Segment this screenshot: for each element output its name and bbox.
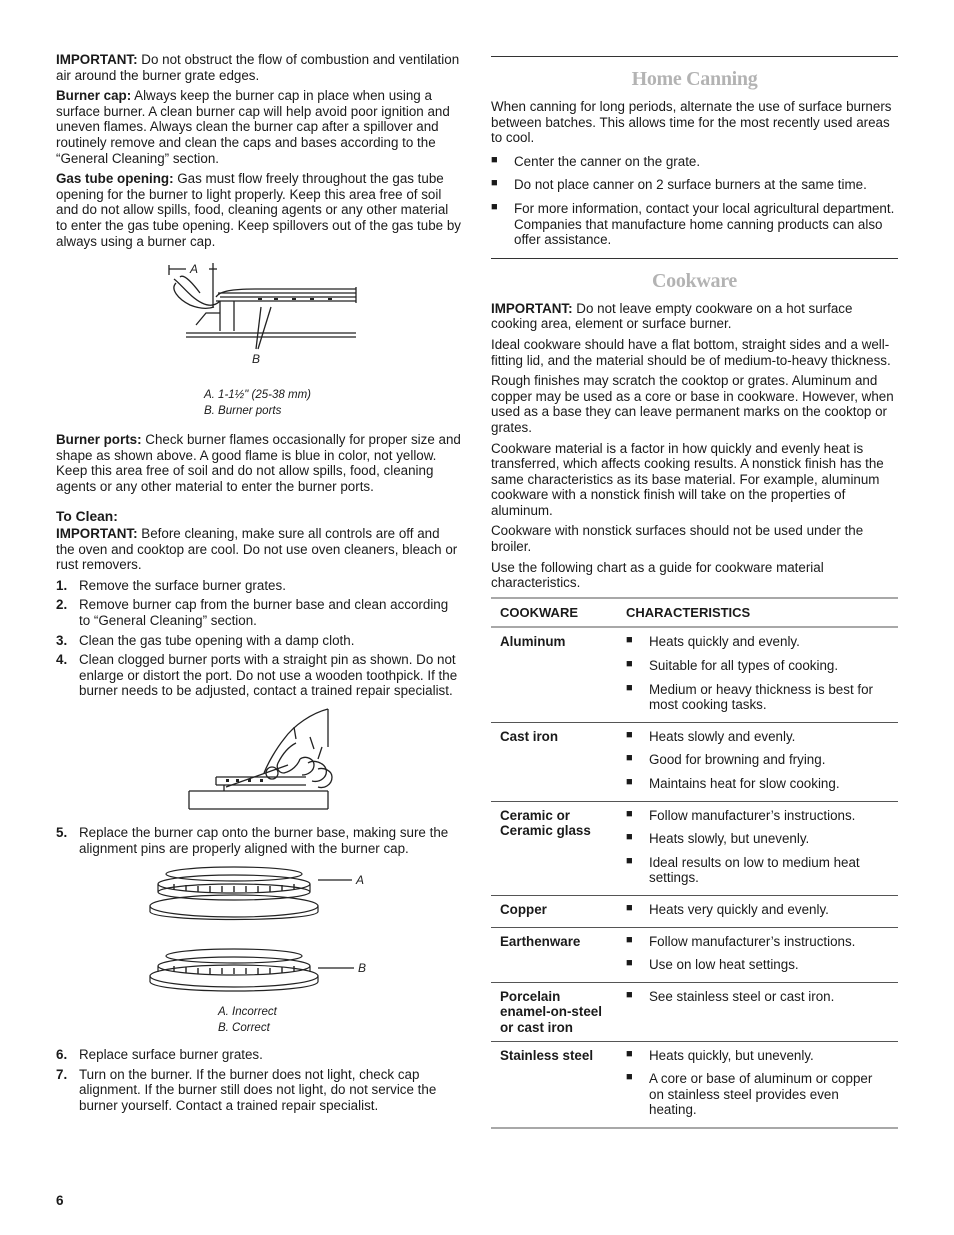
list-item: ■ Follow manufacturer’s instructions. [626, 934, 889, 950]
page-number: 6 [56, 1193, 64, 1208]
step-item: 6. Replace surface burner grates. [56, 1047, 263, 1063]
step-item: 3. Clean the gas tube opening with a damp cloth. [56, 632, 355, 648]
pin-cleaning-figure [56, 707, 461, 825]
home-canning-title: Home Canning [631, 68, 758, 90]
cookware-paragraph: Ideal cookware should have a flat bottom, straight sides and a well-fitting lid, and the material should be of medium-to-heavy thickness. [491, 336, 891, 368]
section-divider [491, 56, 898, 57]
characteristics-cell [617, 722, 898, 801]
table-header-row [491, 598, 898, 628]
list-item: ■ Heats slowly and evenly. [626, 729, 889, 745]
material-cell: Copper [491, 895, 617, 927]
characteristics-cell [617, 927, 898, 982]
material-cell: Aluminum [491, 627, 617, 722]
burner-ports-paragraph: Burner ports: Check burner flames occasionally for proper size and shape as shown above. A good flame is blue in color, not yellow. Keep this area free of soil and do not allow spills, food, cleaning agents or any other material to enter the burner ports. [56, 432, 461, 494]
list-item: ■ Ideal results on low to medium heat settings. [626, 855, 889, 886]
cookware-paragraph: Rough finishes may scratch the cooktop or grates. Aluminum and copper may be used as a core or base in cookware. However, when used as a base they can leave permanent marks on the cooktop or grates. [491, 373, 894, 435]
material-cell: Porcelain enamel-on-steel or cast iron [491, 982, 617, 1041]
fig1-caption: A. 1-1½" (25-38 mm) B. Burner ports [204, 389, 311, 418]
pin-cleaning-illustration [56, 707, 461, 819]
table-row [491, 801, 898, 895]
list-item: ■ Medium or heavy thickness is best for most cooking tasks. [626, 682, 889, 713]
list-item: ■ Maintains heat for slow cooking. [626, 776, 889, 792]
list-item: ■ Center the canner on the grate. [491, 154, 898, 170]
fig3-label-b: B [358, 961, 367, 976]
list-item: ■ Heats quickly, but unevenly. [626, 1048, 889, 1064]
step-item: 7. Turn on the burner. If the burner does not light, check cap alignment. If the burner still does not light, do not service the burner yourself. Contact a trained repair specialist. [56, 1066, 437, 1113]
list-item: ■ For more information, contact your local agricultural department. Companies that manufacture home canning products can also offer assistance. [491, 201, 898, 248]
table-row [491, 1041, 898, 1128]
burner-cap-paragraph: Burner cap: Always keep the burner cap in place when using a surface burner. A clean burner cap will help avoid poor ignition and uneven flames. Always clean the burner cap after a spillover and routinely remove and clean the caps and bases according to the “General Cleaning” section. [56, 88, 450, 166]
important-paragraph: IMPORTANT: Do not obstruct the flow of combustion and ventilation air around the burner grate edges. [56, 52, 460, 83]
list-item: ■ See stainless steel or cast iron. [626, 989, 889, 1005]
list-item: ■ Do not place canner on 2 surface burners at the same time. [491, 177, 898, 193]
step-item: 1. Remove the surface burner grates. [56, 577, 286, 593]
characteristics-cell [617, 895, 898, 927]
canning-bullets [491, 154, 898, 248]
list-item: ■ A core or base of aluminum or copper on stainless steel provides even heating. [626, 1071, 889, 1118]
characteristics-cell [617, 982, 898, 1041]
step-item: 2. Remove burner cap from the burner base and clean according to “General Cleaning” section. [56, 597, 449, 629]
cleaning-steps [56, 578, 461, 699]
cookware-paragraph: Cookware with nonstick surfaces should not be used under the broiler. [491, 523, 864, 555]
burner-side-figure [56, 263, 461, 387]
characteristics-cell [617, 1041, 898, 1128]
list-item: ■ Suitable for all types of cooking. [626, 658, 889, 674]
cap-alignment-illustration [56, 862, 461, 1004]
step-item: 5. Replace the burner cap onto the burner base, making sure the alignment pins are properly aligned with the burner cap. [56, 825, 449, 856]
section-divider [491, 258, 898, 259]
table-row [491, 722, 898, 801]
cleaning-step-5 [56, 825, 461, 856]
list-item: ■ Heats quickly and evenly. [626, 634, 889, 650]
material-cell: Earthenware [491, 927, 617, 982]
characteristics-cell [617, 627, 898, 722]
burner-side-illustration [56, 263, 461, 375]
gas-tube-paragraph: Gas tube opening: Gas must flow freely throughout the gas tube opening for the burner to light properly. Keep this area free of soil and do not allow spills, food, cleaning agents or any other material to enter the gas tube opening. Keep spillovers out of the gas tube by always using a burner cap. [56, 171, 461, 249]
cap-alignment-figure [56, 862, 461, 1004]
cookware-title: Cookware [651, 269, 737, 292]
fig3-caption: A. Incorrect B. Correct [218, 1006, 277, 1035]
list-item: ■ Good for browning and frying. [626, 752, 889, 768]
clean-important-paragraph: IMPORTANT: Before cleaning, make sure all controls are off and the oven and cooktop are cool. Do not use oven cleaners, bleach or rust removers. [56, 526, 458, 573]
cleaning-steps-final [56, 1047, 461, 1113]
cookware-paragraph: Use the following chart as a guide for cookware material characteristics. [491, 559, 824, 591]
table-row [491, 982, 898, 1041]
material-cell: Ceramic or Ceramic glass [491, 801, 617, 895]
to-clean-heading: To Clean: [56, 508, 118, 524]
characteristics-cell [617, 801, 898, 895]
header-characteristics: CHARACTERISTICS [617, 598, 898, 628]
list-item: ■ Heats slowly, but unevenly. [626, 831, 889, 847]
cookware-table [491, 597, 898, 1129]
fig3-label-a: A [356, 873, 365, 888]
table-row [491, 927, 898, 982]
header-cookware: COOKWARE [491, 598, 617, 628]
cookware-paragraph: Cookware material is a factor in how quickly and evenly heat is transferred, which affects cooking results. A nonstick finish has the same characteristics as its base material. For example, aluminum cookware with a nonstick finish will take on the properties of aluminum. [491, 440, 884, 518]
canning-intro: When canning for long periods, alternate the use of surface burners between batches. This allows time for the most recently used areas to cool. [491, 99, 892, 146]
list-item: ■ Follow manufacturer’s instructions. [626, 808, 889, 824]
list-item: ■ Use on low heat settings. [626, 957, 889, 973]
material-cell: Stainless steel [491, 1041, 617, 1128]
left-column [56, 52, 461, 1118]
table-row [491, 895, 898, 927]
list-item: ■ Heats very quickly and evenly. [626, 902, 889, 918]
step-item: 4. Clean clogged burner ports with a straight pin as shown. Do not enlarge or distort the port. Do not use a wooden toothpick. If the burner needs to be adjusted, contact a trained repair specialist. [56, 652, 458, 699]
fig1-label-a: A [190, 263, 199, 277]
cookware-important: IMPORTANT: Do not leave empty cookware on a hot surface cooking area, element or surface burner. [491, 300, 853, 332]
table-row [491, 627, 898, 722]
material-cell: Cast iron [491, 722, 617, 801]
fig1-label-b: B [252, 352, 261, 367]
right-column [491, 56, 898, 1129]
